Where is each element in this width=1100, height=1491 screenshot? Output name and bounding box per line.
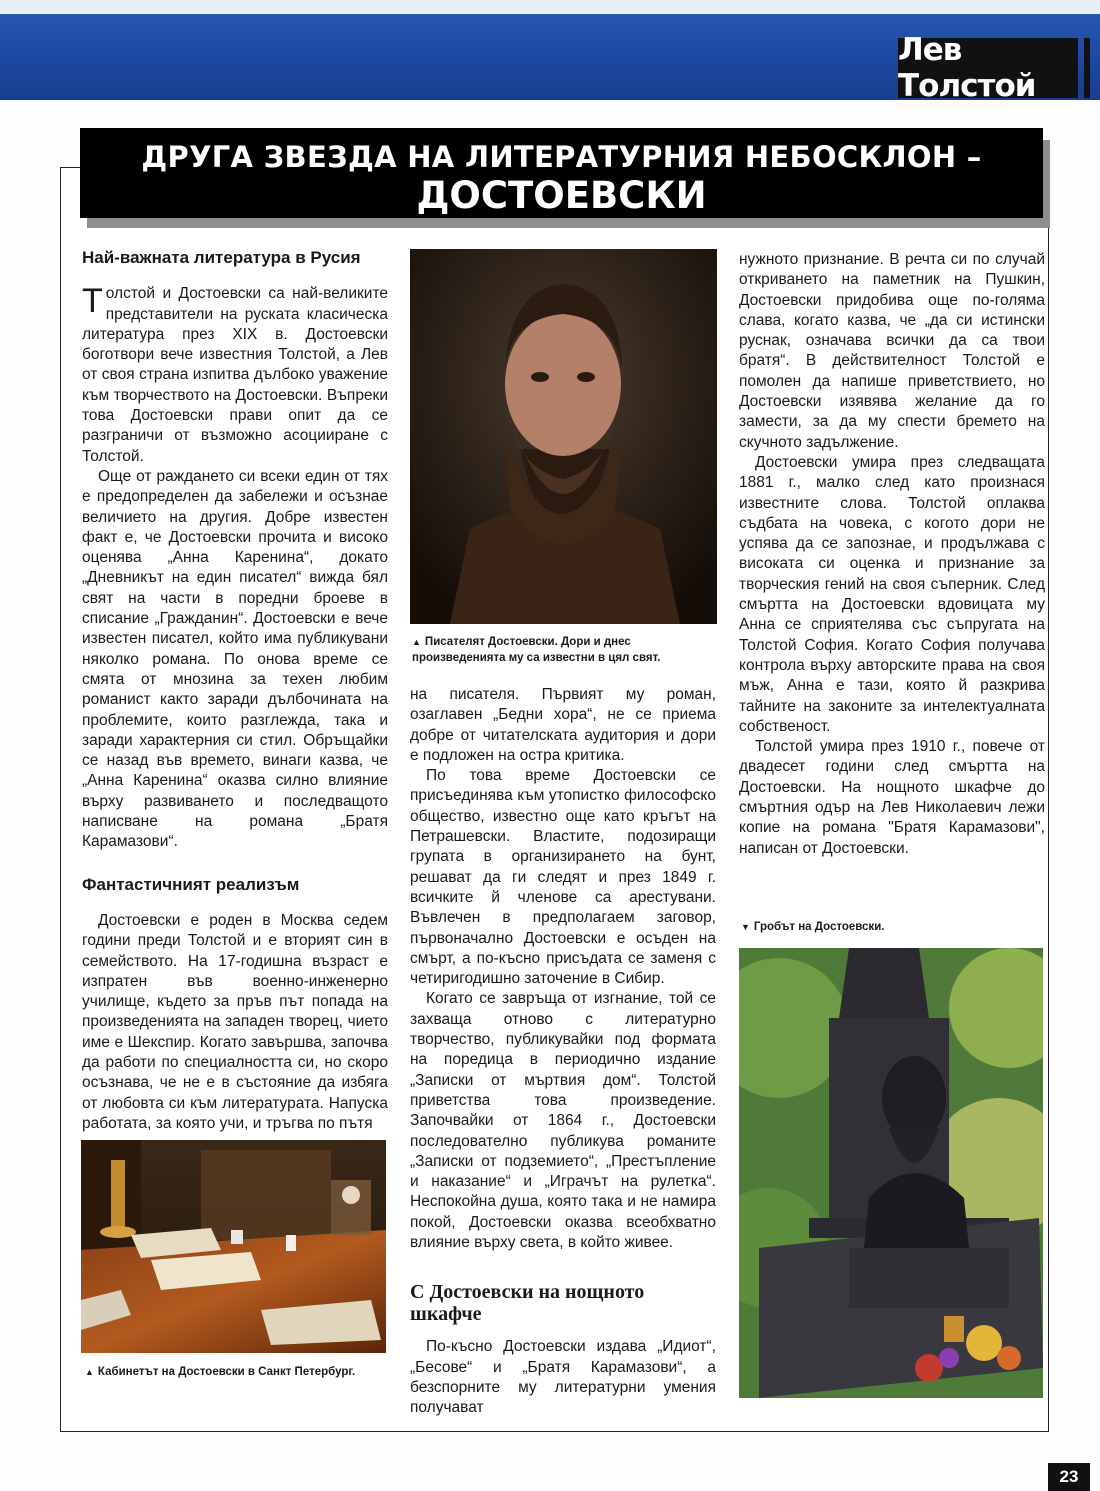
triangle-down-icon: ▼ [741,922,750,932]
column-3 [739,250,1045,859]
grave-photo [739,948,1043,1398]
triangle-up-icon: ▲ [412,637,421,647]
column-2 [410,685,716,1419]
portrait-caption [412,634,717,666]
study-illustration [81,1140,386,1353]
paragraph: По това време Достоевски се присъединява към утопистко философско общество, известно още като кръгът на Петрашевски. Властите, подозиращи групата в организирането на бунт, решават да ги следят и през 1849 г. всичките й членове са арестувани. Въвлечен в предполагаем заговор, първоначално Достоевски е осъден на смърт, а по-късно присъдата се заменя с четиригодишно заточение в Сибир. [410,767,716,988]
dostoevsky-portrait [410,249,717,624]
triangle-up-icon: ▲ [85,1367,94,1377]
section-header [898,32,1078,104]
paragraph: нужното признание. В речта си по случай откриването на паметник на Пушкин, Достоевски придобива още по-голяма слава, когато казва, че „да си истински руснак, означава всички да са твои братя“. В действителност Толстой е помолен да напише приветствието, но Достоевски изявява желание да го замести, за да му спести бремето на скучното задължение. [739,251,1045,451]
article-title-line2: ДОСТОЕВСКИ [416,174,707,217]
article-title-box [80,128,1043,218]
paragraph-text: олстой и Достоевски са най-великите представители на руската класическа литература през XIX в. Достоевски боготвори вече известния Толстой, а Лев от своя страна изпитва дълбоко уважение към творчеството на Достоевски. Въпреки това Достоевски прави опит да се разграничи от възможно асоцииране с Толстой. [82,285,388,465]
article-title-line1: ДРУГА ЗВЕЗДА НА ЛИТЕРАТУРНИЯ НЕБОСКЛОН – [141,140,982,174]
heading-nightstand: С Достоевски на нощното шкафче [410,1281,645,1326]
paragraph: на писателя. Първият му роман, озаглавен „Бедни хора“, не се приема добре от читателската аудитория и дори е подложен на остра критика. [410,686,716,764]
paragraph: Толстой умира през 1910 г., повече от двадесет години след смъртта на Достоевски. На нощното шкафче до смъртния одър на Лев Николаевич лежи копие на романа "Братя Карамазови", написан от Достоевски. [739,738,1045,857]
paragraph: Когато се завръща от изгнание, той се захваща отново с литературно творчество, публикувайки под формата на поредица в периодично издание „Записки от мъртвия дом“. Толстой приветства това произведение. Започвайки от 1864 г., Достоевски последователно публикува романите „Записки от подземието“, „Престъпление и наказание“ и „Играчът на рулетка“. Неспокойна душа, която така и не намира покой, Достоевски оказва всеобхватно влияние върху света, в който живее. [410,990,716,1252]
paragraph: Достоевски умира през следващата 1881 г., малко след като произнася известните слова. Толстой оплаква съдбата на човека, с когото дори не успява да се запознае, и продължава с високата си оценка и признание за творческия гений на своя съперник. След смъртта на Достоевски вдовицата му Анна се сприятелява със съпругата на Толстой София. Когато София получава контрола върху авторските права на своя мъж, Анна е тази, която й разкрива тайните на законите за интелектуалната собственост. [739,453,1045,735]
grave-illustration [739,948,1043,1398]
heading-important-literature: Най-важната литература в Русия [82,248,361,267]
study-caption [85,1364,385,1380]
caption-text: Гробът на Достоевски. [753,921,885,933]
heading-fantastic-realism: Фантастичният реализъм [82,874,300,894]
column-1-top [82,248,388,1134]
page-number: 23 [1048,1463,1090,1491]
paragraph: По-късно Достоевски издава „Идиот“, „Бесове“ и „Братя Карамазови“, а безспорните му литературни умения получават [410,1338,716,1417]
paragraph [82,284,388,467]
paragraph: Достоевски е роден в Москва седем години преди Толстой и е вторият син в семейството. На 17-годишна възраст е изпратен във военно-инженерно училище, където за пръв път попада на произведенията на западен творец, чието име е Шекспир. Когато завършва, започва да работи по специалността си, но скоро осъзнава, че не е в състояние да избяга от любовта си към литературата. Напуска работата, за която учи, и тръгва по пътя [82,911,388,1132]
section-title: Лев Толстой [898,32,1036,104]
paragraph: Още от раждането си всеки един от тях е предопределен да забележи и осъзнае величието на другия. Добре известен факт е, че Достоевски прочита и високо оценява „Анна Каренина“, докато „Дневникът на един писател“ вижда бял свят на части в поредни броеве в списание „Гражданин“. Достоевски е вече известен писател, който има публикувани няколко романа. По онова време се смята от мнозина за техен любим романист както заради дълбочината на проблемите, които разглежда, така и заради характерния си стил. Обръщайки се назад във времето, винаги казва, че „Анна Каренина“ оказва силно влияние върху развиването и последващото написване на романа „Братя Карамазови“. [82,467,388,851]
caption-text: Кабинетът на Достоевски в Санкт Петербург. [97,1366,356,1378]
grave-caption [741,919,1041,935]
header-accent-bar [1084,38,1090,98]
portrait-photo [410,249,717,624]
drop-cap: Т [82,282,103,321]
study-photo [81,1140,386,1353]
caption-text: Писателят Достоевски. Дори и днес произведенията му са известни в цял свят. [412,636,661,664]
top-strip [0,0,1100,14]
